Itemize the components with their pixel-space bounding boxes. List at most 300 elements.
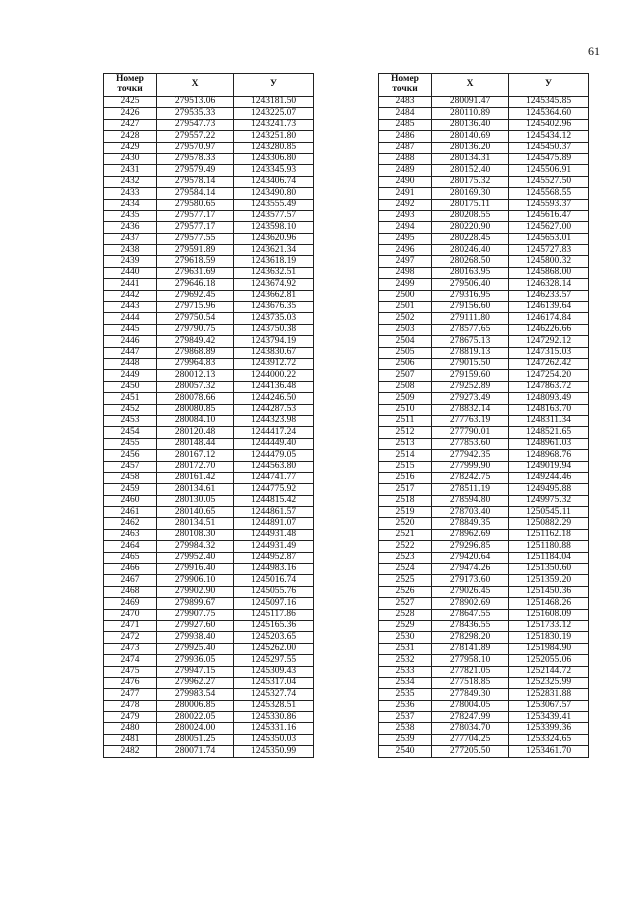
point-number-cell: 2489 bbox=[379, 165, 432, 176]
point-number-cell: 2520 bbox=[379, 518, 432, 529]
x-coordinate-cell: 278242.75 bbox=[432, 472, 509, 483]
x-coordinate-cell: 279577.55 bbox=[157, 233, 234, 244]
y-coordinate-cell: 1247315.03 bbox=[509, 347, 589, 358]
x-coordinate-cell: 280169.30 bbox=[432, 188, 509, 199]
x-coordinate-cell: 280208.55 bbox=[432, 210, 509, 221]
y-coordinate-cell: 1251468.26 bbox=[509, 598, 589, 609]
x-coordinate-cell: 279692.45 bbox=[157, 290, 234, 301]
table-row bbox=[379, 723, 589, 734]
point-number-cell: 2479 bbox=[104, 712, 157, 723]
table-row bbox=[379, 552, 589, 563]
point-number-cell: 2465 bbox=[104, 552, 157, 563]
x-coordinate-cell: 279578.14 bbox=[157, 176, 234, 187]
y-coordinate-cell: 1245203.65 bbox=[234, 632, 314, 643]
x-coordinate-cell: 278141.89 bbox=[432, 643, 509, 654]
x-coordinate-cell: 280091.47 bbox=[432, 97, 509, 108]
table-row bbox=[104, 188, 314, 199]
x-coordinate-cell: 278849.35 bbox=[432, 518, 509, 529]
y-coordinate-cell: 1243912.72 bbox=[234, 358, 314, 369]
y-coordinate-cell: 1248163.70 bbox=[509, 404, 589, 415]
x-coordinate-cell: 280078.66 bbox=[157, 393, 234, 404]
point-number-cell: 2437 bbox=[104, 233, 157, 244]
point-number-cell: 2471 bbox=[104, 620, 157, 631]
table-row bbox=[104, 290, 314, 301]
y-coordinate-cell: 1248968.76 bbox=[509, 450, 589, 461]
point-number-cell: 2498 bbox=[379, 267, 432, 278]
x-coordinate-cell: 279156.60 bbox=[432, 302, 509, 313]
table-row bbox=[379, 336, 589, 347]
y-coordinate-cell: 1245593.37 bbox=[509, 199, 589, 210]
y-coordinate-cell: 1246139.64 bbox=[509, 302, 589, 313]
point-number-cell: 2504 bbox=[379, 336, 432, 347]
point-number-cell: 2523 bbox=[379, 552, 432, 563]
table-row bbox=[379, 507, 589, 518]
x-coordinate-cell: 280120.48 bbox=[157, 427, 234, 438]
y-coordinate-cell: 1244417.24 bbox=[234, 427, 314, 438]
point-number-cell: 2513 bbox=[379, 438, 432, 449]
point-number-cell: 2450 bbox=[104, 381, 157, 392]
point-number-cell: 2441 bbox=[104, 279, 157, 290]
y-coordinate-cell: 1243621.34 bbox=[234, 245, 314, 256]
y-coordinate-cell: 1243306.80 bbox=[234, 153, 314, 164]
y-coordinate-cell: 1243618.19 bbox=[234, 256, 314, 267]
table-row bbox=[379, 210, 589, 221]
point-number-cell: 2501 bbox=[379, 302, 432, 313]
point-number-cell: 2440 bbox=[104, 267, 157, 278]
x-coordinate-cell: 280268.50 bbox=[432, 256, 509, 267]
table-row bbox=[104, 233, 314, 244]
y-coordinate-cell: 1244983.16 bbox=[234, 564, 314, 575]
y-coordinate-cell: 1245097.16 bbox=[234, 598, 314, 609]
table-row bbox=[104, 302, 314, 313]
table-row bbox=[104, 643, 314, 654]
x-coordinate-cell: 279906.10 bbox=[157, 575, 234, 586]
y-coordinate-cell: 1245800.32 bbox=[509, 256, 589, 267]
header-point-label: Номер точки bbox=[116, 74, 144, 94]
point-number-cell: 2527 bbox=[379, 598, 432, 609]
point-number-cell: 2439 bbox=[104, 256, 157, 267]
point-number-cell: 2494 bbox=[379, 222, 432, 233]
table-row bbox=[104, 450, 314, 461]
table-row bbox=[104, 267, 314, 278]
y-coordinate-cell: 1248093.49 bbox=[509, 393, 589, 404]
point-number-cell: 2433 bbox=[104, 188, 157, 199]
point-number-cell: 2449 bbox=[104, 370, 157, 381]
point-number-cell: 2473 bbox=[104, 643, 157, 654]
y-coordinate-cell: 1243735.03 bbox=[234, 313, 314, 324]
y-coordinate-cell: 1245297.55 bbox=[234, 655, 314, 666]
table-row bbox=[379, 689, 589, 700]
y-coordinate-cell: 1246226.66 bbox=[509, 324, 589, 335]
point-number-cell: 2435 bbox=[104, 210, 157, 221]
table-row bbox=[104, 245, 314, 256]
point-number-cell: 2503 bbox=[379, 324, 432, 335]
table-row bbox=[104, 347, 314, 358]
y-coordinate-cell: 1245450.37 bbox=[509, 142, 589, 153]
point-number-cell: 2510 bbox=[379, 404, 432, 415]
x-coordinate-cell: 279902.90 bbox=[157, 586, 234, 597]
point-number-cell: 2432 bbox=[104, 176, 157, 187]
point-number-cell: 2478 bbox=[104, 700, 157, 711]
header-y: У bbox=[234, 74, 314, 97]
x-coordinate-cell: 280172.70 bbox=[157, 461, 234, 472]
table-row bbox=[379, 484, 589, 495]
x-coordinate-cell: 279907.75 bbox=[157, 609, 234, 620]
table-row bbox=[104, 119, 314, 130]
x-coordinate-cell: 277205.50 bbox=[432, 746, 509, 757]
y-coordinate-cell: 1245330.86 bbox=[234, 712, 314, 723]
table-row bbox=[379, 575, 589, 586]
table-row bbox=[104, 734, 314, 745]
table-row bbox=[104, 472, 314, 483]
table-row bbox=[104, 222, 314, 233]
point-number-cell: 2538 bbox=[379, 723, 432, 734]
table-row bbox=[379, 393, 589, 404]
point-number-cell: 2425 bbox=[104, 97, 157, 108]
table-row bbox=[379, 564, 589, 575]
x-coordinate-cell: 280134.61 bbox=[157, 484, 234, 495]
x-coordinate-cell: 280136.40 bbox=[432, 119, 509, 130]
y-coordinate-cell: 1251180.88 bbox=[509, 541, 589, 552]
table-row bbox=[104, 199, 314, 210]
x-coordinate-cell: 279715.96 bbox=[157, 302, 234, 313]
x-coordinate-cell: 280175.11 bbox=[432, 199, 509, 210]
y-coordinate-cell: 1243280.85 bbox=[234, 142, 314, 153]
x-coordinate-cell: 278298.20 bbox=[432, 632, 509, 643]
x-coordinate-cell: 280057.32 bbox=[157, 381, 234, 392]
point-number-cell: 2528 bbox=[379, 609, 432, 620]
point-number-cell: 2463 bbox=[104, 529, 157, 540]
table-row bbox=[379, 267, 589, 278]
x-coordinate-cell: 279984.32 bbox=[157, 541, 234, 552]
x-coordinate-cell: 279849.42 bbox=[157, 336, 234, 347]
y-coordinate-cell: 1244741.77 bbox=[234, 472, 314, 483]
y-coordinate-cell: 1247254.20 bbox=[509, 370, 589, 381]
y-coordinate-cell: 1243750.38 bbox=[234, 324, 314, 335]
x-coordinate-cell: 280022.05 bbox=[157, 712, 234, 723]
x-coordinate-cell: 279925.40 bbox=[157, 643, 234, 654]
x-coordinate-cell: 280140.65 bbox=[157, 507, 234, 518]
y-coordinate-cell: 1251733.12 bbox=[509, 620, 589, 631]
table-row bbox=[104, 415, 314, 426]
point-number-cell: 2476 bbox=[104, 677, 157, 688]
x-coordinate-cell: 280110.89 bbox=[432, 108, 509, 119]
x-coordinate-cell: 280161.42 bbox=[157, 472, 234, 483]
table-row bbox=[379, 746, 589, 757]
y-coordinate-cell: 1244931.49 bbox=[234, 541, 314, 552]
header-row bbox=[379, 74, 589, 97]
point-number-cell: 2481 bbox=[104, 734, 157, 745]
point-number-cell: 2497 bbox=[379, 256, 432, 267]
table-row bbox=[104, 256, 314, 267]
y-coordinate-cell: 1245117.86 bbox=[234, 609, 314, 620]
table-row bbox=[104, 666, 314, 677]
point-number-cell: 2457 bbox=[104, 461, 157, 472]
table-row bbox=[379, 609, 589, 620]
table-row bbox=[104, 438, 314, 449]
x-coordinate-cell: 279547.73 bbox=[157, 119, 234, 130]
point-number-cell: 2468 bbox=[104, 586, 157, 597]
x-coordinate-cell: 279570.97 bbox=[157, 142, 234, 153]
y-coordinate-cell: 1243555.49 bbox=[234, 199, 314, 210]
table-row bbox=[104, 97, 314, 108]
x-coordinate-cell: 279506.40 bbox=[432, 279, 509, 290]
table-row bbox=[379, 347, 589, 358]
x-coordinate-cell: 279173.60 bbox=[432, 575, 509, 586]
table-row bbox=[104, 142, 314, 153]
point-number-cell: 2512 bbox=[379, 427, 432, 438]
x-coordinate-cell: 278647.55 bbox=[432, 609, 509, 620]
x-coordinate-cell: 277790.01 bbox=[432, 427, 509, 438]
table-row bbox=[104, 677, 314, 688]
point-number-cell: 2533 bbox=[379, 666, 432, 677]
y-coordinate-cell: 1253439.41 bbox=[509, 712, 589, 723]
table-row bbox=[104, 552, 314, 563]
y-coordinate-cell: 1246328.14 bbox=[509, 279, 589, 290]
y-coordinate-cell: 1247292.12 bbox=[509, 336, 589, 347]
y-coordinate-cell: 1251162.18 bbox=[509, 529, 589, 540]
x-coordinate-cell: 278511.19 bbox=[432, 484, 509, 495]
table-row bbox=[104, 689, 314, 700]
x-coordinate-cell: 280080.85 bbox=[157, 404, 234, 415]
table-row bbox=[104, 655, 314, 666]
x-coordinate-cell: 277763.19 bbox=[432, 415, 509, 426]
x-coordinate-cell: 280130.05 bbox=[157, 495, 234, 506]
point-number-cell: 2532 bbox=[379, 655, 432, 666]
table-row bbox=[104, 336, 314, 347]
y-coordinate-cell: 1250882.29 bbox=[509, 518, 589, 529]
x-coordinate-cell: 279936.05 bbox=[157, 655, 234, 666]
table-row bbox=[104, 393, 314, 404]
point-number-cell: 2446 bbox=[104, 336, 157, 347]
y-coordinate-cell: 1244449.40 bbox=[234, 438, 314, 449]
y-coordinate-cell: 1245328.51 bbox=[234, 700, 314, 711]
x-coordinate-cell: 278247.99 bbox=[432, 712, 509, 723]
table-row bbox=[379, 176, 589, 187]
y-coordinate-cell: 1245309.43 bbox=[234, 666, 314, 677]
y-coordinate-cell: 1248521.65 bbox=[509, 427, 589, 438]
x-coordinate-cell: 279938.40 bbox=[157, 632, 234, 643]
point-number-cell: 2500 bbox=[379, 290, 432, 301]
y-coordinate-cell: 1245527.50 bbox=[509, 176, 589, 187]
point-number-cell: 2462 bbox=[104, 518, 157, 529]
table-row bbox=[104, 370, 314, 381]
y-coordinate-cell: 1243598.10 bbox=[234, 222, 314, 233]
point-number-cell: 2496 bbox=[379, 245, 432, 256]
point-number-cell: 2535 bbox=[379, 689, 432, 700]
point-number-cell: 2517 bbox=[379, 484, 432, 495]
table-row bbox=[379, 165, 589, 176]
table-row bbox=[104, 313, 314, 324]
point-number-cell: 2483 bbox=[379, 97, 432, 108]
y-coordinate-cell: 1249244.46 bbox=[509, 472, 589, 483]
point-number-cell: 2493 bbox=[379, 210, 432, 221]
point-number-cell: 2472 bbox=[104, 632, 157, 643]
point-number-cell: 2443 bbox=[104, 302, 157, 313]
table-row bbox=[379, 324, 589, 335]
x-coordinate-cell: 277999.90 bbox=[432, 461, 509, 472]
y-coordinate-cell: 1244287.53 bbox=[234, 404, 314, 415]
point-number-cell: 2442 bbox=[104, 290, 157, 301]
y-coordinate-cell: 1243181.50 bbox=[234, 97, 314, 108]
x-coordinate-cell: 279947.15 bbox=[157, 666, 234, 677]
y-coordinate-cell: 1245568.55 bbox=[509, 188, 589, 199]
table-row bbox=[104, 632, 314, 643]
x-coordinate-cell: 280140.69 bbox=[432, 131, 509, 142]
point-number-cell: 2539 bbox=[379, 734, 432, 745]
table-row bbox=[379, 677, 589, 688]
point-number-cell: 2482 bbox=[104, 746, 157, 757]
table-row bbox=[379, 427, 589, 438]
x-coordinate-cell: 278832.14 bbox=[432, 404, 509, 415]
y-coordinate-cell: 1243241.73 bbox=[234, 119, 314, 130]
x-coordinate-cell: 280167.12 bbox=[157, 450, 234, 461]
x-coordinate-cell: 280024.00 bbox=[157, 723, 234, 734]
x-coordinate-cell: 278703.40 bbox=[432, 507, 509, 518]
point-number-cell: 2502 bbox=[379, 313, 432, 324]
table-row bbox=[104, 131, 314, 142]
table-row bbox=[379, 358, 589, 369]
table-row bbox=[379, 142, 589, 153]
y-coordinate-cell: 1250545.11 bbox=[509, 507, 589, 518]
x-coordinate-cell: 280108.30 bbox=[157, 529, 234, 540]
table-row bbox=[379, 620, 589, 631]
point-number-cell: 2506 bbox=[379, 358, 432, 369]
point-number-cell: 2480 bbox=[104, 723, 157, 734]
y-coordinate-cell: 1243577.57 bbox=[234, 210, 314, 221]
table-row bbox=[379, 472, 589, 483]
point-number-cell: 2518 bbox=[379, 495, 432, 506]
x-coordinate-cell: 280163.95 bbox=[432, 267, 509, 278]
x-coordinate-cell: 277853.60 bbox=[432, 438, 509, 449]
x-coordinate-cell: 277704.25 bbox=[432, 734, 509, 745]
table-row bbox=[104, 210, 314, 221]
x-coordinate-cell: 277958.10 bbox=[432, 655, 509, 666]
table-row bbox=[379, 245, 589, 256]
x-coordinate-cell: 277849.30 bbox=[432, 689, 509, 700]
point-number-cell: 2531 bbox=[379, 643, 432, 654]
point-number-cell: 2456 bbox=[104, 450, 157, 461]
y-coordinate-cell: 1244246.50 bbox=[234, 393, 314, 404]
point-number-cell: 2540 bbox=[379, 746, 432, 757]
x-coordinate-cell: 280220.90 bbox=[432, 222, 509, 233]
point-number-cell: 2454 bbox=[104, 427, 157, 438]
y-coordinate-cell: 1244931.48 bbox=[234, 529, 314, 540]
y-coordinate-cell: 1245055.76 bbox=[234, 586, 314, 597]
y-coordinate-cell: 1251450.36 bbox=[509, 586, 589, 597]
table-row bbox=[379, 700, 589, 711]
y-coordinate-cell: 1253399.36 bbox=[509, 723, 589, 734]
table-row bbox=[104, 324, 314, 335]
table-row bbox=[104, 507, 314, 518]
header-y: У bbox=[509, 74, 589, 97]
y-coordinate-cell: 1246233.57 bbox=[509, 290, 589, 301]
point-number-cell: 2492 bbox=[379, 199, 432, 210]
x-coordinate-cell: 278577.65 bbox=[432, 324, 509, 335]
table-row bbox=[104, 461, 314, 472]
y-coordinate-cell: 1245262.00 bbox=[234, 643, 314, 654]
point-number-cell: 2511 bbox=[379, 415, 432, 426]
y-coordinate-cell: 1243830.67 bbox=[234, 347, 314, 358]
x-coordinate-cell: 280006.85 bbox=[157, 700, 234, 711]
table-row bbox=[379, 598, 589, 609]
y-coordinate-cell: 1243632.51 bbox=[234, 267, 314, 278]
point-number-cell: 2525 bbox=[379, 575, 432, 586]
x-coordinate-cell: 280246.40 bbox=[432, 245, 509, 256]
table-row bbox=[379, 438, 589, 449]
point-number-cell: 2499 bbox=[379, 279, 432, 290]
table-row bbox=[104, 598, 314, 609]
point-number-cell: 2467 bbox=[104, 575, 157, 586]
x-coordinate-cell: 280134.51 bbox=[157, 518, 234, 529]
header-x: X bbox=[157, 74, 234, 97]
x-coordinate-cell: 280152.40 bbox=[432, 165, 509, 176]
point-number-cell: 2488 bbox=[379, 153, 432, 164]
table-row bbox=[379, 97, 589, 108]
x-coordinate-cell: 280051.25 bbox=[157, 734, 234, 745]
y-coordinate-cell: 1253324.65 bbox=[509, 734, 589, 745]
x-coordinate-cell: 280136.20 bbox=[432, 142, 509, 153]
point-number-cell: 2444 bbox=[104, 313, 157, 324]
point-number-cell: 2509 bbox=[379, 393, 432, 404]
point-number-cell: 2477 bbox=[104, 689, 157, 700]
y-coordinate-cell: 1244775.92 bbox=[234, 484, 314, 495]
point-number-cell: 2448 bbox=[104, 358, 157, 369]
point-number-cell: 2516 bbox=[379, 472, 432, 483]
table-row bbox=[379, 222, 589, 233]
y-coordinate-cell: 1252325.99 bbox=[509, 677, 589, 688]
x-coordinate-cell: 278034.70 bbox=[432, 723, 509, 734]
y-coordinate-cell: 1245331.16 bbox=[234, 723, 314, 734]
table-row bbox=[379, 108, 589, 119]
x-coordinate-cell: 279983.54 bbox=[157, 689, 234, 700]
point-number-cell: 2534 bbox=[379, 677, 432, 688]
y-coordinate-cell: 1245016.74 bbox=[234, 575, 314, 586]
header-row bbox=[104, 74, 314, 97]
table-row bbox=[379, 495, 589, 506]
header-x: X bbox=[432, 74, 509, 97]
table-row bbox=[379, 518, 589, 529]
table-row bbox=[379, 256, 589, 267]
y-coordinate-cell: 1253461.70 bbox=[509, 746, 589, 757]
table-row bbox=[379, 712, 589, 723]
point-number-cell: 2530 bbox=[379, 632, 432, 643]
table-row bbox=[379, 199, 589, 210]
point-number-cell: 2522 bbox=[379, 541, 432, 552]
x-coordinate-cell: 278675.13 bbox=[432, 336, 509, 347]
x-coordinate-cell: 279577.17 bbox=[157, 222, 234, 233]
x-coordinate-cell: 280084.10 bbox=[157, 415, 234, 426]
x-coordinate-cell: 278962.69 bbox=[432, 529, 509, 540]
table-row bbox=[104, 609, 314, 620]
x-coordinate-cell: 279015.50 bbox=[432, 358, 509, 369]
point-number-cell: 2460 bbox=[104, 495, 157, 506]
y-coordinate-cell: 1243225.07 bbox=[234, 108, 314, 119]
y-coordinate-cell: 1248961.03 bbox=[509, 438, 589, 449]
y-coordinate-cell: 1245364.60 bbox=[509, 108, 589, 119]
y-coordinate-cell: 1245616.47 bbox=[509, 210, 589, 221]
coordinates-table-left bbox=[103, 73, 314, 758]
table-row bbox=[104, 381, 314, 392]
x-coordinate-cell: 279631.69 bbox=[157, 267, 234, 278]
x-coordinate-cell: 279962.27 bbox=[157, 677, 234, 688]
y-coordinate-cell: 1253067.57 bbox=[509, 700, 589, 711]
point-number-cell: 2459 bbox=[104, 484, 157, 495]
point-number-cell: 2436 bbox=[104, 222, 157, 233]
point-number-cell: 2470 bbox=[104, 609, 157, 620]
y-coordinate-cell: 1251359.20 bbox=[509, 575, 589, 586]
table-row bbox=[104, 746, 314, 757]
